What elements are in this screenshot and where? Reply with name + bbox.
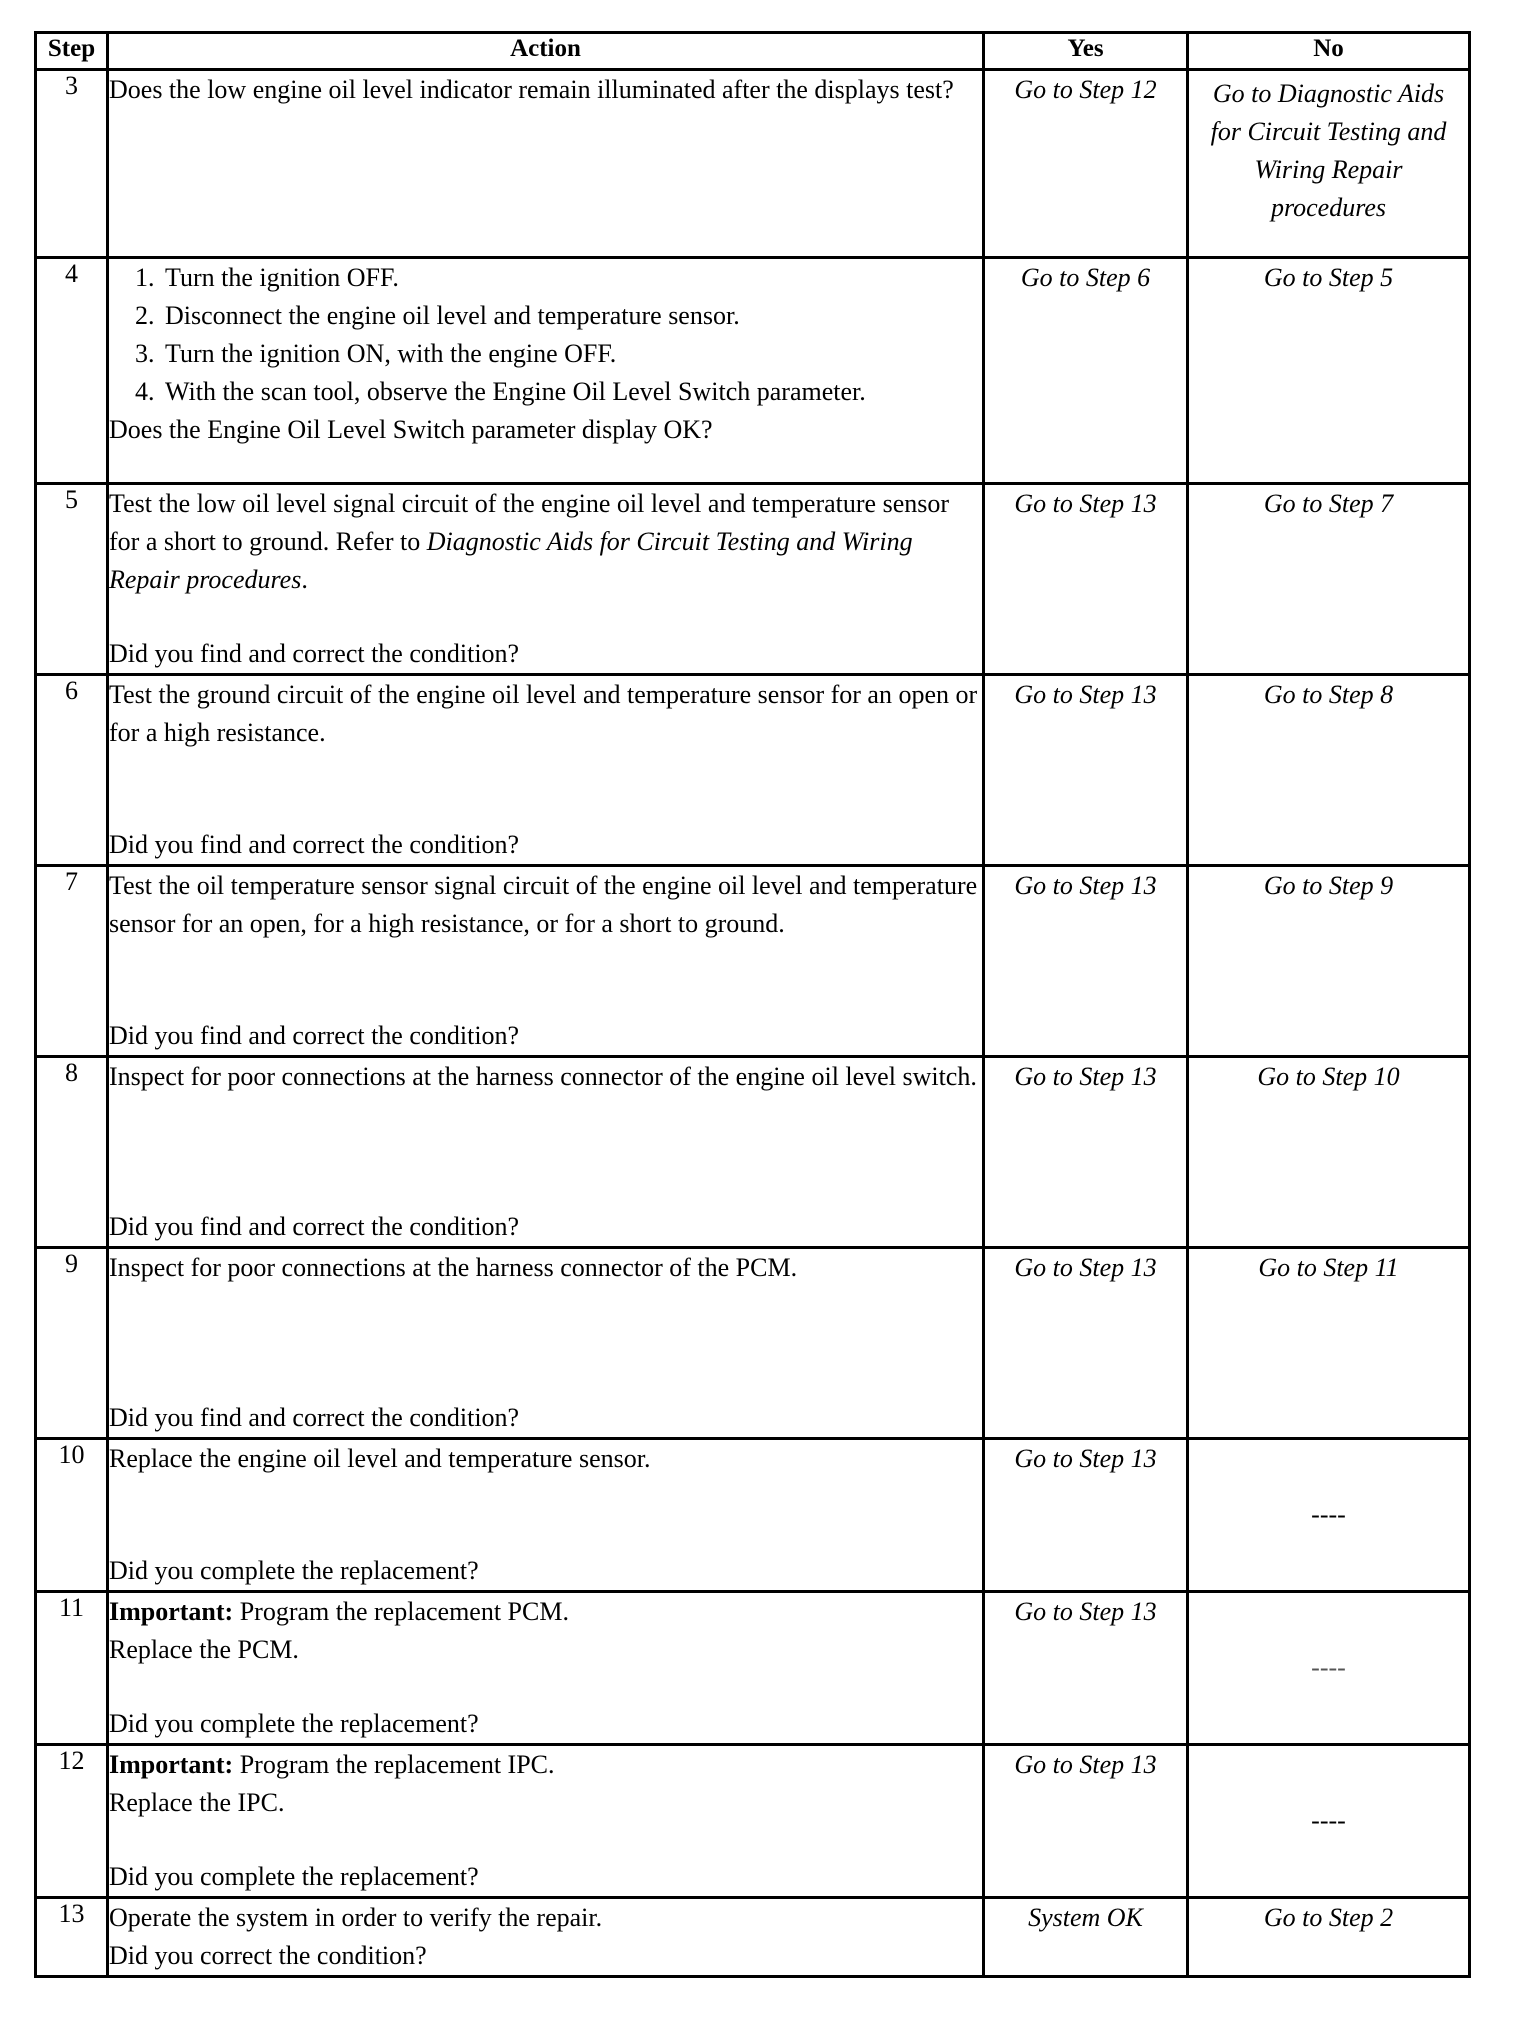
- step-number: 12: [36, 1745, 108, 1898]
- action-question: Did you complete the replacement?: [109, 1709, 479, 1738]
- table-row: [36, 1592, 1470, 1745]
- header-step: Step: [36, 33, 108, 70]
- header-yes: Yes: [984, 33, 1188, 70]
- no-cell: Go to Step 2: [1188, 1898, 1470, 1977]
- yes-cell: Go to Step 13: [984, 1592, 1188, 1745]
- yes-cell: Go to Step 13: [984, 484, 1188, 675]
- action-question: Did you correct the condition?: [109, 1941, 427, 1970]
- action-text: Test the ground circuit of the engine oil level and temperature sensor for an open or for a high resistance.: [109, 680, 978, 747]
- table-row: [36, 1248, 1470, 1439]
- step-number: 6: [36, 675, 108, 866]
- yes-cell: Go to Step 13: [984, 1745, 1188, 1898]
- step-number: 10: [36, 1439, 108, 1592]
- list-item: 3. Turn the ignition ON, with the engine OFF.: [161, 335, 982, 373]
- action-question: Did you find and correct the condition?: [109, 1403, 520, 1432]
- no-cell: Go to Step 5: [1188, 258, 1470, 484]
- action-question: Did you complete the replacement?: [109, 1862, 479, 1891]
- action-cell: [108, 1898, 984, 1977]
- action-text: Replace the IPC.: [109, 1788, 285, 1817]
- table-header-row: [36, 33, 1470, 70]
- action-question: Does the Engine Oil Level Switch parameter display OK?: [109, 415, 713, 444]
- important-label: Important:: [109, 1750, 234, 1779]
- action-cell: [108, 866, 984, 1057]
- step-number: 11: [36, 1592, 108, 1745]
- action-text: Operate the system in order to verify the repair.: [109, 1903, 603, 1932]
- step-number: 5: [36, 484, 108, 675]
- yes-cell: Go to Step 13: [984, 1248, 1188, 1439]
- table-row: [36, 258, 1470, 484]
- procedure-list: [109, 259, 982, 411]
- action-cell: [108, 1439, 984, 1592]
- action-text: Test the oil temperature sensor signal circuit of the engine oil level and temperature sensor for an open, for a high resistance, or for a short to ground.: [109, 871, 978, 938]
- reference-link[interactable]: Diagnostic Aids for Circuit Testing and Wiring Repair procedures: [109, 527, 913, 594]
- no-cell: Go to Step 7: [1188, 484, 1470, 675]
- action-cell: [108, 70, 984, 258]
- action-question: Did you find and correct the condition?: [109, 1212, 520, 1241]
- action-cell: [108, 1745, 984, 1898]
- table-row: [36, 1898, 1470, 1977]
- no-cell: Go to Diagnostic Aids for Circuit Testing and Wiring Repair procedures: [1188, 70, 1470, 258]
- list-item: 2. Disconnect the engine oil level and temperature sensor.: [161, 297, 982, 335]
- action-cell: [108, 1248, 984, 1439]
- action-text: Replace the PCM.: [109, 1635, 299, 1664]
- step-number: 13: [36, 1898, 108, 1977]
- step-number: 4: [36, 258, 108, 484]
- important-label: Important:: [109, 1597, 234, 1626]
- yes-cell: Go to Step 13: [984, 675, 1188, 866]
- table-row: [36, 1439, 1470, 1592]
- table-row: [36, 70, 1470, 258]
- action-cell: [108, 258, 984, 484]
- no-cell: Go to Step 8: [1188, 675, 1470, 866]
- action-question: Did you find and correct the condition?: [109, 830, 520, 859]
- table-row: [36, 866, 1470, 1057]
- action-cell: [108, 484, 984, 675]
- yes-cell: Go to Step 13: [984, 1439, 1188, 1592]
- action-question: Did you find and correct the condition?: [109, 1021, 520, 1050]
- no-cell: ----: [1188, 1745, 1470, 1898]
- action-text: Inspect for poor connections at the harness connector of the engine oil level switch.: [109, 1062, 977, 1091]
- action-cell: [108, 675, 984, 866]
- action-text: Inspect for poor connections at the harness connector of the PCM.: [109, 1253, 798, 1282]
- diagnostic-table: [34, 31, 1471, 1978]
- yes-cell: Go to Step 13: [984, 1057, 1188, 1248]
- table-row: [36, 1745, 1470, 1898]
- no-cell: ----: [1188, 1439, 1470, 1592]
- important-note: Important: Program the replacement IPC.: [109, 1750, 555, 1779]
- table-row: [36, 484, 1470, 675]
- yes-cell: System OK: [984, 1898, 1188, 1977]
- action-text: Test the low oil level signal circuit of the engine oil level and temperature sensor for a short to ground. Refer to Diagnostic Aids for Circuit Testing and Wiring Repair procedures.: [109, 489, 950, 594]
- step-number: 8: [36, 1057, 108, 1248]
- yes-cell: Go to Step 12: [984, 70, 1188, 258]
- action-text: Replace the engine oil level and temperature sensor.: [109, 1444, 651, 1473]
- list-item: 4. With the scan tool, observe the Engine Oil Level Switch parameter.: [161, 373, 982, 411]
- step-number: 7: [36, 866, 108, 1057]
- header-no: No: [1188, 33, 1470, 70]
- table-row: [36, 1057, 1470, 1248]
- header-action: Action: [108, 33, 984, 70]
- action-cell: [108, 1592, 984, 1745]
- action-question: Did you find and correct the condition?: [109, 639, 520, 668]
- important-note: Important: Program the replacement PCM.: [109, 1597, 569, 1626]
- no-cell: ----: [1188, 1592, 1470, 1745]
- table-row: [36, 675, 1470, 866]
- yes-cell: Go to Step 13: [984, 866, 1188, 1057]
- no-cell: Go to Step 9: [1188, 866, 1470, 1057]
- action-text: Does the low engine oil level indicator remain illuminated after the displays test?: [109, 75, 954, 104]
- action-question: Did you complete the replacement?: [109, 1556, 479, 1585]
- list-item: 1. Turn the ignition OFF.: [161, 259, 982, 297]
- yes-cell: Go to Step 6: [984, 258, 1188, 484]
- step-number: 3: [36, 70, 108, 258]
- action-cell: [108, 1057, 984, 1248]
- no-cell: Go to Step 10: [1188, 1057, 1470, 1248]
- step-number: 9: [36, 1248, 108, 1439]
- no-cell: Go to Step 11: [1188, 1248, 1470, 1439]
